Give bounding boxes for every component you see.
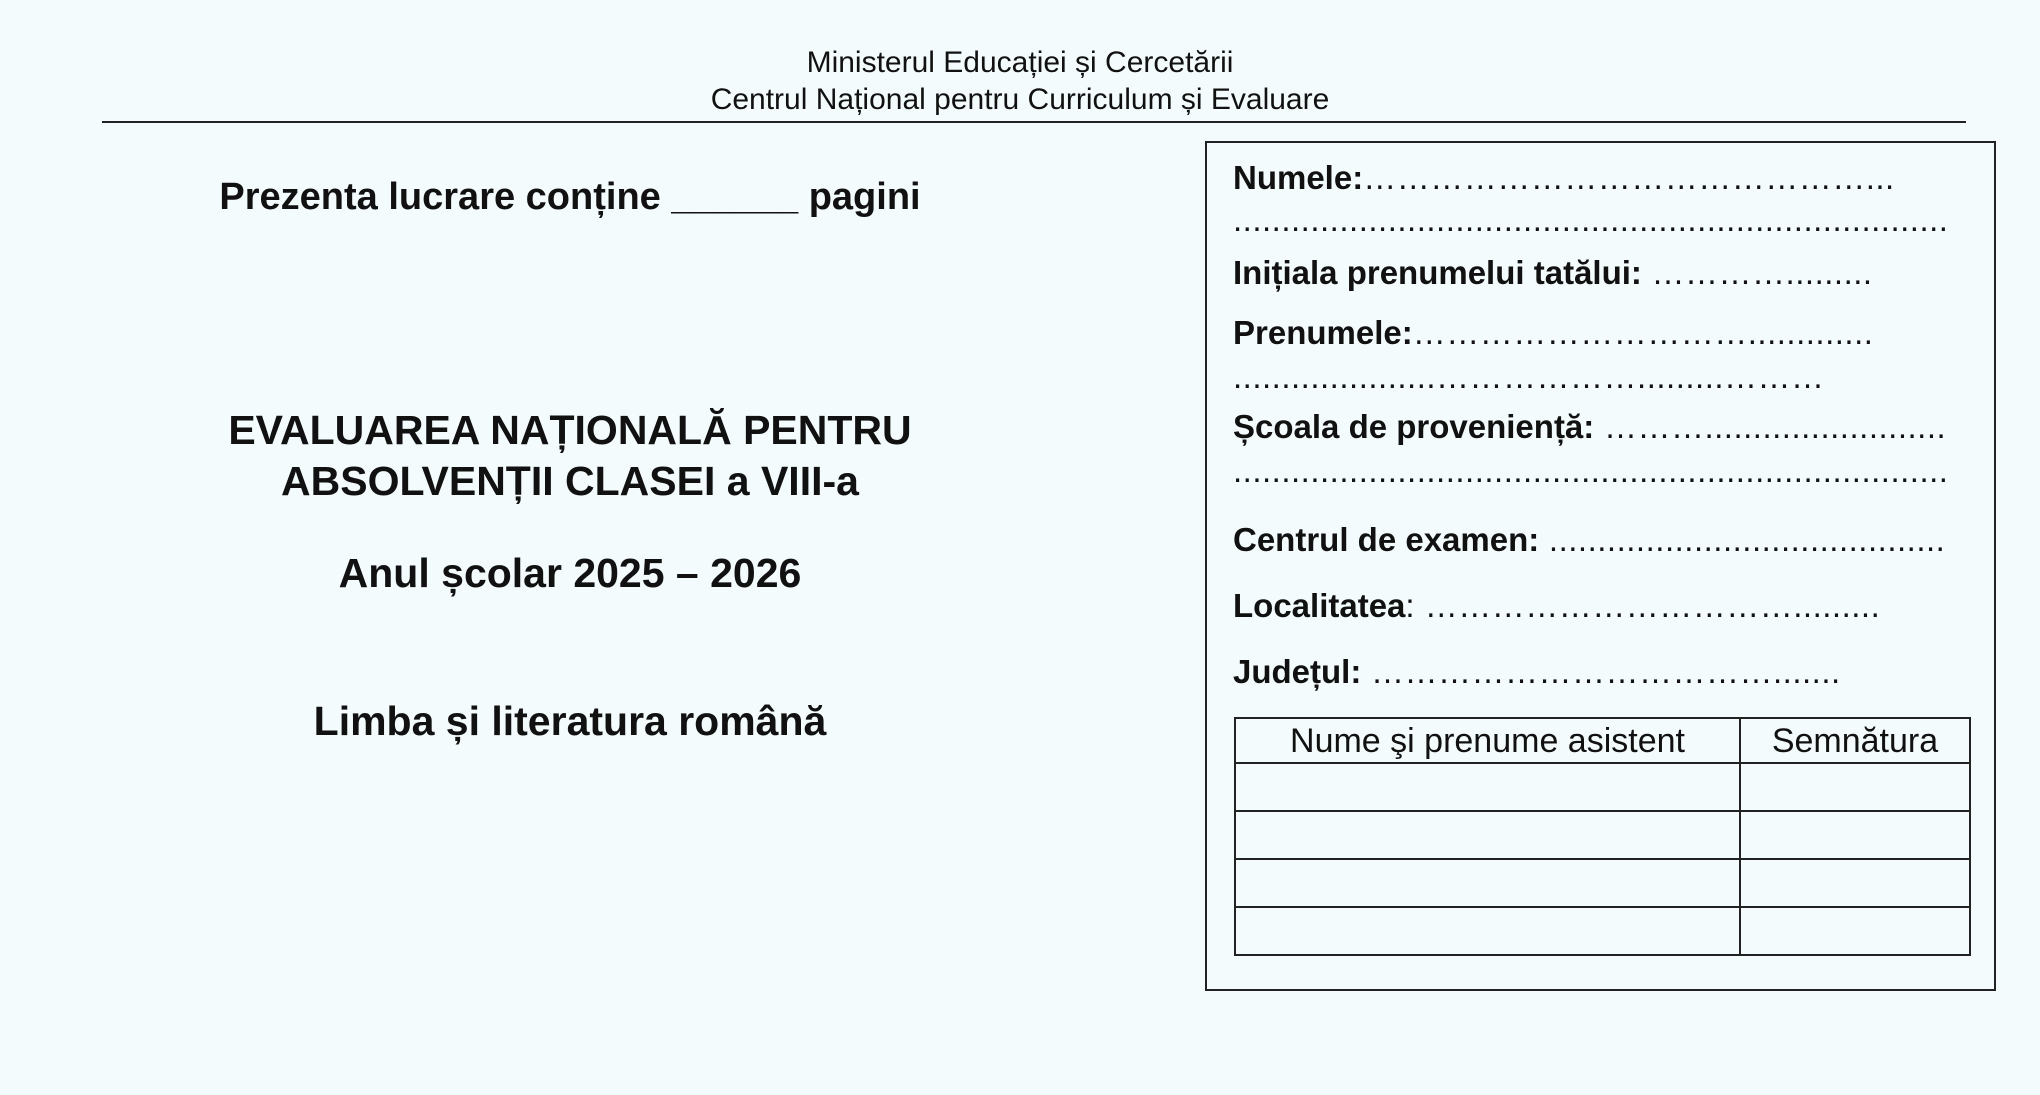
initiala-label: Inițiala prenumelui tatălui:: [1233, 254, 1642, 291]
field-scoala: [1233, 407, 1973, 447]
center-name: Centrul Național pentru Curriculum și Evaluare: [710, 83, 1330, 116]
pages-count-line: Prezenta lucrare conține ______ pagini: [219, 176, 921, 218]
exam-title-line1: EVALUAREA NAȚIONALĂ PENTRU: [228, 407, 912, 453]
field-centrul: [1233, 520, 1973, 560]
table-cell: [1740, 859, 1970, 907]
table-row: [1235, 811, 1970, 859]
ministry-name: Ministerul Educației și Cercetării: [806, 46, 1234, 79]
field-prenumele: [1233, 313, 1973, 353]
subject-title: Limba și literatura română: [313, 698, 827, 744]
exam-title: [60, 405, 1080, 507]
table-cell: [1740, 811, 1970, 859]
centrul-dots: .........................................: [1539, 521, 1946, 558]
table-row: [1235, 763, 1970, 811]
table-cell: [1235, 811, 1740, 859]
localitatea-label: Localitatea: [1233, 587, 1406, 624]
table-row: [1235, 907, 1970, 955]
table-cell: [1740, 907, 1970, 955]
table-row: [1235, 859, 1970, 907]
exam-title-line2: ABSOLVENȚII CLASEI a VIII-a: [281, 458, 859, 504]
field-numele: [1233, 158, 1973, 198]
header-signature: Semnătura: [1740, 718, 1970, 763]
table-cell: [1235, 763, 1740, 811]
header-divider: [102, 121, 1966, 123]
school-year: Anul școlar 2025 – 2026: [338, 550, 802, 596]
assistant-table: [1234, 717, 1971, 956]
prenumele-dots-line2: .....................……………….........………: [1233, 358, 1825, 395]
table-cell: [1235, 907, 1740, 955]
field-judetul: [1233, 652, 1973, 692]
judetul-label: Județul:: [1233, 653, 1362, 690]
localitatea-dots: : …………………………….........: [1405, 587, 1881, 624]
initiala-dots: ………….........: [1641, 254, 1873, 291]
prenumele-dots: ………………………….............: [1412, 314, 1874, 351]
numele-dots: ………………………………………...: [1363, 159, 1895, 196]
candidate-id-box: [1205, 141, 1996, 991]
field-localitatea: [1233, 586, 1973, 626]
table-header-row: [1235, 718, 1970, 763]
table-cell: [1740, 763, 1970, 811]
header-text: [0, 44, 2040, 118]
numele-dots-line2: ..........................................................................: [1233, 201, 1949, 238]
header-assistant-name: Nume şi prenume asistent: [1235, 718, 1740, 763]
scoala-label: Școala de proveniență:: [1233, 408, 1595, 445]
centrul-label: Centrul de examen:: [1233, 521, 1540, 558]
field-initiala: [1233, 253, 1973, 293]
scoala-dots-line2: ..........................................................................: [1233, 452, 1949, 489]
prenumele-label: Prenumele:: [1233, 314, 1413, 351]
numele-label: Numele:: [1233, 159, 1364, 196]
scoala-dots: ……….........................: [1594, 408, 1947, 445]
judetul-dots: ……………………………….......: [1361, 653, 1841, 690]
table-cell: [1235, 859, 1740, 907]
